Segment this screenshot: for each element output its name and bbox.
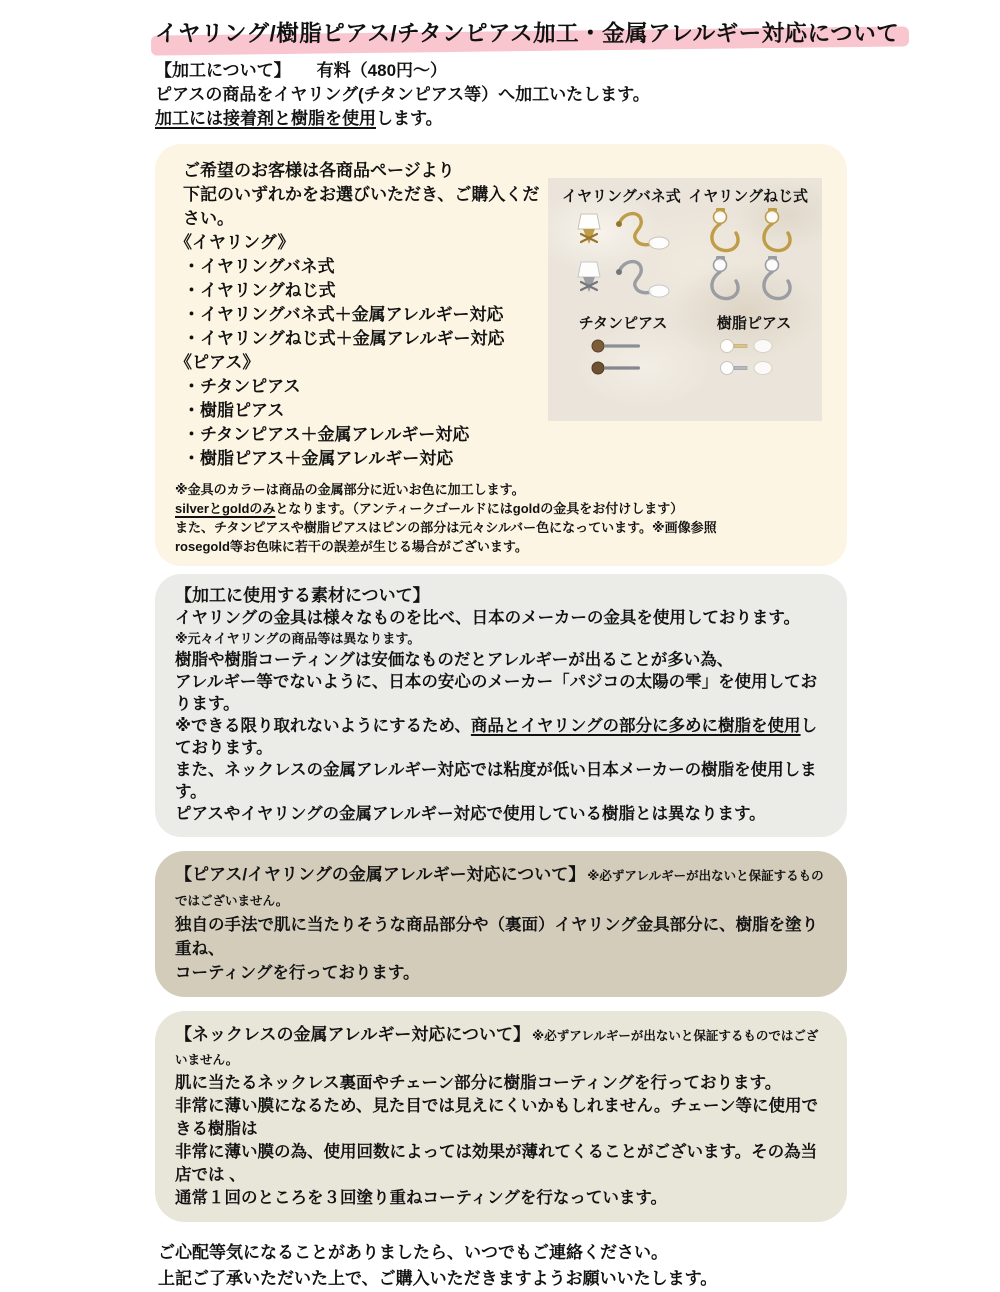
- spring-earring-silver-icon: [565, 255, 675, 301]
- title-area: [155, 0, 900, 48]
- list-item: ・イヤリングバネ式＋金属アレルギー対応: [183, 305, 504, 324]
- processing-materials-underline: 加工には接着剤と樹脂を使用: [155, 109, 376, 128]
- pierce-group-label: 《ピアス》: [175, 353, 260, 372]
- photo-label-spring: イヤリングバネ式: [562, 188, 681, 205]
- closing-message: [158, 1240, 847, 1292]
- pierce-allergy-line-1: 独自の手法で肌に当たりそうな商品部分や（裏面）イヤリング金具部分に、樹脂を塗り重ね、: [175, 916, 819, 958]
- pierce-allergy-line-2: コーティングを行っております。: [175, 964, 420, 982]
- page-title: イヤリング/樹脂ピアス/チタンピアス加工・金属アレルギー対応について: [155, 16, 899, 48]
- photo-label-resin: 樹脂ピアス: [716, 315, 792, 332]
- list-item: ・イヤリングバネ式: [183, 257, 335, 276]
- closing-line-1: ご心配等気になることがありましたら、いつでもご連絡ください。: [158, 1243, 668, 1262]
- pierce-allergy-heading: 【ピアス/イヤリングの金属アレルギー対応について】: [175, 865, 586, 884]
- list-item: ・イヤリングねじ式: [183, 281, 336, 300]
- necklace-allergy-disclaimer: ※必ずアレルギーが出ないと保証するものではございません。: [175, 1029, 819, 1067]
- color-note-2: [175, 499, 825, 518]
- materials-line-4: [175, 715, 825, 759]
- necklace-allergy-line-3: 非常に薄い膜の為、使用回数によっては効果が薄れてくることがございます。その為当店では 、: [175, 1143, 818, 1184]
- titanium-stud-icon: [589, 337, 647, 355]
- processing-intro-heading-line: [155, 59, 847, 83]
- processing-price: 有料（480円～）: [316, 61, 448, 80]
- necklace-allergy-line-2: 非常に薄い膜になるため、見た目では見えにくいかもしれません。チェーン等に使用できる樹脂は: [175, 1097, 819, 1138]
- color-notes: [175, 480, 825, 556]
- list-item: ・樹脂ピアス＋金属アレルギー対応: [183, 449, 454, 468]
- materials-line-4-rest: しております。: [175, 717, 818, 757]
- necklace-allergy-heading-line: [175, 1023, 825, 1072]
- processing-heading: 【加工について】: [155, 61, 291, 80]
- list-item: ・樹脂ピアス: [183, 401, 285, 420]
- materials-line-2: 樹脂や樹脂コーティングは安価なものだとアレルギーが出ることが多い為、: [175, 651, 734, 669]
- materials-small-note: ※元々イヤリングの商品等は異なります。: [175, 631, 421, 646]
- materials-line-1: イヤリングの金具は様々なものを比べ、日本のメーカーの金具を使用しております。: [175, 609, 801, 627]
- pierce-allergy-heading-line: [175, 863, 825, 913]
- list-item: ・イヤリングねじ式＋金属アレルギー対応: [183, 329, 505, 348]
- selection-box: [155, 144, 847, 566]
- titanium-stud-icon: [589, 359, 647, 377]
- closing-line-2: 上記ご了承いただいた上で、ご購入いただきますようお願いいたします。: [158, 1269, 718, 1288]
- list-item: ・チタンピアス: [183, 377, 301, 396]
- pierce-allergy-disclaimer: ※必ずアレルギーが出ないと保証するものではございません。: [175, 869, 824, 908]
- option-list: [175, 157, 548, 471]
- fittings-photo: [548, 178, 822, 421]
- silver-gold-underline: silverとgoldのみ: [175, 501, 276, 516]
- selection-intro-1: ご希望のお客様は各商品ページより: [183, 161, 455, 180]
- screw-earring-silver-icon: [698, 254, 802, 302]
- earring-group-label: 《イヤリング》: [175, 233, 295, 252]
- materials-line-5: また、ネックレスの金属アレルギー対応では粘度が低い日本メーカーの樹脂を使用します。: [175, 761, 817, 801]
- processing-intro-underline-line: [155, 107, 847, 131]
- materials-box: [155, 574, 847, 837]
- materials-line-3: アレルギー等でないように、日本の安心のメーカー「パジコの太陽の雫」を使用しております。: [175, 673, 818, 713]
- pierce-allergy-box: [155, 851, 847, 997]
- photo-label-screw: イヤリングねじ式: [688, 188, 808, 205]
- processing-materials-rest: します。: [376, 109, 443, 128]
- necklace-allergy-line-4: 通常１回のところを３回塗り重ねコーティングを行なっています。: [175, 1189, 668, 1207]
- photo-label-titanium: チタンピアス: [578, 315, 668, 332]
- materials-line-4-pre: ※できる限り取れないようにするため、: [175, 717, 471, 735]
- color-note-4: rosegold等お色味に若干の誤差が生じる場合がございます。: [175, 539, 528, 554]
- resin-stud-icon: [717, 337, 781, 355]
- selection-intro-2: 下記のいずれかをお選びいただき、ご購入ください。: [183, 185, 540, 228]
- necklace-allergy-heading: 【ネックレスの金属アレルギー対応について】: [175, 1025, 531, 1044]
- resin-usage-underline: 商品とイヤリングの部分に多めに樹脂を使用: [470, 717, 801, 735]
- list-item: ・チタンピアス＋金属アレルギー対応: [183, 425, 470, 444]
- necklace-allergy-line-1: 肌に当たるネックレス裏面やチェーン部分に樹脂コーティングを行っております。: [175, 1074, 782, 1092]
- screw-earring-gold-icon: [698, 206, 802, 254]
- spring-earring-gold-icon: [565, 207, 675, 253]
- materials-heading: 【加工に使用する素材について】: [175, 586, 430, 605]
- color-note-1: ※金具のカラーは商品の金属部分に近いお色に加工します。: [175, 482, 525, 497]
- materials-line-6: ピアスやイヤリングの金属アレルギー対応で使用している樹脂とは異なります。: [175, 805, 766, 823]
- processing-intro: [155, 59, 847, 131]
- color-note-2-rest: となります。（アンティークゴールドにはgoldの金具をお付けします）: [275, 501, 684, 516]
- processing-intro-line: ピアスの商品をイヤリング(チタンピアス等）へ加工いたします。: [155, 85, 650, 104]
- necklace-allergy-box: [155, 1011, 847, 1222]
- resin-stud-icon: [717, 359, 781, 377]
- color-note-3: また、チタンピアスや樹脂ピアスはピンの部分は元々シルバー色になっています。※画像参照: [175, 520, 717, 535]
